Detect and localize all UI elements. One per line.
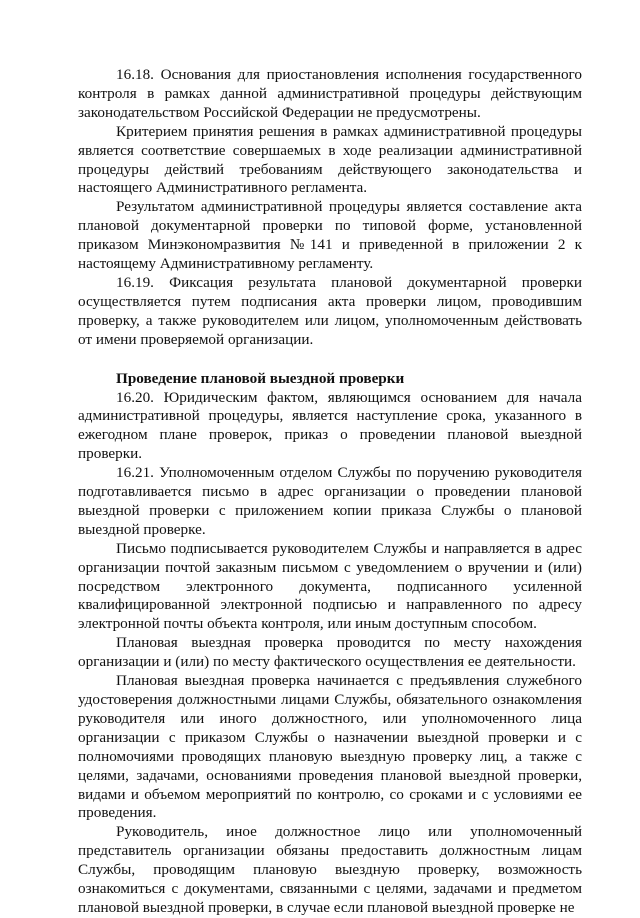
paragraph-location: Плановая выездная проверка проводится по месту нахождения организации и (или) по месту фактического осуществления ее деятельности. — [78, 634, 582, 671]
paragraph-inspection-start: Плановая выездная проверка начинается с предъявления служебного удостоверения должностными лицами Службы, обязательного ознакомления руководителя или иного должностного, или уполномоченного лица организации с приказом Службы о назначении выездной проверки и с полномочиями проводящих плановую выездную проверку лиц, а также с целями, задачами, основаниями проведения плановой выездной проверки, видами и объемом мероприятий по контролю, со сроками и с условиями ее проведения. — [78, 672, 582, 822]
paragraph-letter: Письмо подписывается руководителем Службы и направляется в адрес организации почтой заказным письмом с уведомлением о вручении и (или) посредством электронного документа, подписанного усиленной квалифицированной электронной подписью и направленного по адресу электронной почты объекта контроля, или иным доступным способом. — [78, 539, 582, 633]
paragraph-16-21: 16.21. Уполномоченным отделом Службы по поручению руководителя подготавливается письмо в адрес организации о проведении плановой выездной проверки с приложением копии приказа Службы о плановой выездной проверке. — [78, 464, 582, 538]
document-body — [78, 66, 582, 918]
paragraph-16-20: 16.20. Юридическим фактом, являющимся основанием для начала административной процедуры, является наступление срока, указанного в ежегодном плане проверок, приказ о проведении плановой выездной проверки. — [78, 388, 582, 463]
paragraph-16-19: 16.19. Фиксация результата плановой документарной проверки осуществляется путем подписания акта проверки лицом, проводившим проверку, а также руководителем или лицом, уполномоченным действовать от имени проверяемой организации. — [78, 273, 582, 348]
paragraph-result: Результатом административной процедуры является составление акта плановой документарной проверки по типовой форме, установленной приказом Минэкономразвития №141 и приведенной в приложении 2 к настоящему Административному регламенту. — [78, 198, 582, 273]
section-spacer — [78, 350, 582, 370]
paragraph-obligations: Руководитель, иное должностное лицо или уполномоченный представитель организации обязаны предоставить должностным лицам Службы, проводящим плановую выездную проверку, возможность ознакомиться с документами, связанными с целями, задачами и предметом плановой выездной проверки, в случае если плановой выездной проверке не — [78, 823, 582, 916]
paragraph-16-18: 16.18. Основания для приостановления исполнения государственного контроля в рамках данной административной процедуры действующим законодательством Российской Федерации не предусмотрены. — [78, 66, 582, 121]
paragraph-criterion: Критерием принятия решения в рамках административной процедуры является соответствие совершаемых в ходе реализации административной процедуры действий требованиям действующего законодательства и настоящего Административного регламента. — [78, 122, 582, 197]
section-heading: Проведение плановой выездной проверки — [116, 369, 405, 387]
